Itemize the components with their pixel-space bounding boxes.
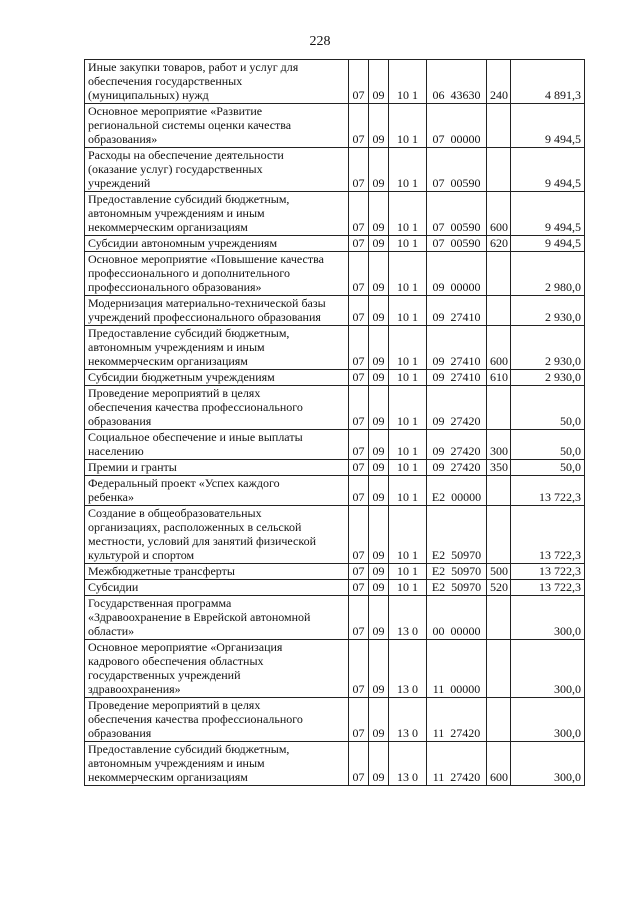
- section-code: 07: [349, 580, 369, 596]
- program-code-main: 10: [397, 580, 409, 594]
- section-code: 07: [349, 236, 369, 252]
- row-name: [85, 596, 349, 640]
- program-code: [389, 506, 427, 564]
- target-code-direction: 27410: [450, 354, 481, 368]
- row-name: [85, 252, 349, 296]
- section-code: 07: [349, 386, 369, 430]
- row-name-line: кадрового обеспечения областных: [88, 654, 264, 668]
- program-code-main: 13: [397, 682, 409, 696]
- program-code-main: 10: [397, 354, 409, 368]
- row-name-line: образования»: [88, 132, 158, 146]
- target-code-direction: 27420: [450, 414, 481, 428]
- target-code: [427, 476, 487, 506]
- target-code-event: 09: [432, 280, 445, 294]
- section-code: 07: [349, 460, 369, 476]
- subsection-code: 09: [369, 252, 389, 296]
- program-code-main: 13: [397, 624, 409, 638]
- program-code: [389, 60, 427, 104]
- row-name-line: организациях, расположенных в сельской: [88, 520, 302, 534]
- target-code-event: 09: [432, 354, 445, 368]
- program-code-sub: 0: [412, 770, 418, 784]
- program-code: [389, 296, 427, 326]
- row-name-line: ребенка»: [88, 490, 134, 504]
- expense-type-code: [487, 476, 511, 506]
- row-name-line: образования: [88, 726, 152, 740]
- section-code: 07: [349, 506, 369, 564]
- row-name-line: (оказание услуг) государственных: [88, 162, 263, 176]
- program-code-sub: 0: [412, 624, 418, 638]
- row-name-line: профессионального и дополнительного: [88, 266, 290, 280]
- expense-type-code: [487, 296, 511, 326]
- program-code-sub: 1: [412, 310, 418, 324]
- row-name-line: региональной системы оценки качества: [88, 118, 292, 132]
- row-name: [85, 60, 349, 104]
- target-code: [427, 252, 487, 296]
- row-name-line: Расходы на обеспечение деятельности: [88, 148, 284, 162]
- subsection-code: 09: [369, 476, 389, 506]
- amount: 300,0: [511, 742, 585, 786]
- target-code-direction: 00590: [450, 176, 481, 190]
- table-row: [85, 640, 585, 698]
- program-code-sub: 1: [412, 548, 418, 562]
- target-code-direction: 00000: [450, 280, 481, 294]
- program-code: [389, 476, 427, 506]
- row-name-line: профессионального образования»: [88, 280, 262, 294]
- target-code-direction: 00000: [450, 682, 481, 696]
- program-code-main: 10: [397, 236, 409, 250]
- section-code: 07: [349, 430, 369, 460]
- row-name-line: Проведение мероприятий в целях: [88, 386, 261, 400]
- amount: 13 722,3: [511, 506, 585, 564]
- row-name: [85, 460, 349, 476]
- program-code: [389, 640, 427, 698]
- table-row: [85, 104, 585, 148]
- table-row: [85, 596, 585, 640]
- target-code: [427, 148, 487, 192]
- program-code-sub: 1: [412, 564, 418, 578]
- program-code: [389, 326, 427, 370]
- target-code-direction: 27420: [450, 444, 481, 458]
- target-code-direction: 50970: [451, 564, 482, 578]
- expense-type-code: 610: [487, 370, 511, 386]
- target-code-event: 07: [432, 176, 445, 190]
- target-code-direction: 43630: [450, 88, 481, 102]
- row-name-line: культурой и спортом: [88, 548, 195, 562]
- row-name-line: (муниципальных) нужд: [88, 88, 209, 102]
- target-code-direction: 00590: [450, 220, 481, 234]
- target-code-direction: 50970: [451, 580, 482, 594]
- program-code: [389, 430, 427, 460]
- target-code-event: 06: [432, 88, 445, 102]
- subsection-code: 09: [369, 742, 389, 786]
- amount: 4 891,3: [511, 60, 585, 104]
- amount: 9 494,5: [511, 236, 585, 252]
- program-code: [389, 460, 427, 476]
- program-code-main: 10: [397, 414, 409, 428]
- row-name-line: автономным учреждениям и иным: [88, 340, 265, 354]
- row-name: [85, 192, 349, 236]
- subsection-code: 09: [369, 564, 389, 580]
- page-number: 228: [309, 34, 331, 49]
- target-code-direction: 00000: [450, 624, 481, 638]
- amount: 300,0: [511, 596, 585, 640]
- target-code-event: 07: [432, 236, 445, 250]
- subsection-code: 09: [369, 506, 389, 564]
- target-code: [427, 742, 487, 786]
- target-code: [427, 326, 487, 370]
- expense-type-code: 520: [487, 580, 511, 596]
- subsection-code: 09: [369, 192, 389, 236]
- program-code-main: 10: [397, 280, 409, 294]
- subsection-code: 09: [369, 698, 389, 742]
- row-name-line: учреждений профессионального образования: [88, 310, 321, 324]
- row-name: [85, 430, 349, 460]
- row-name: [85, 564, 349, 580]
- program-code: [389, 742, 427, 786]
- table-row: [85, 386, 585, 430]
- program-code-main: 10: [397, 132, 409, 146]
- program-code: [389, 104, 427, 148]
- section-code: 07: [349, 296, 369, 326]
- target-code-event: 07: [432, 220, 445, 234]
- program-code-main: 10: [397, 88, 409, 102]
- amount: 50,0: [511, 460, 585, 476]
- amount: 13 722,3: [511, 564, 585, 580]
- subsection-code: 09: [369, 296, 389, 326]
- program-code-main: 10: [397, 490, 409, 504]
- subsection-code: 09: [369, 460, 389, 476]
- budget-table: [84, 59, 585, 786]
- program-code-sub: 1: [412, 580, 418, 594]
- row-name-line: некоммерческим организациям: [88, 354, 248, 368]
- amount: 9 494,5: [511, 192, 585, 236]
- target-code: [427, 506, 487, 564]
- target-code: [427, 60, 487, 104]
- table-row: [85, 506, 585, 564]
- row-name-line: Предоставление субсидий бюджетным,: [88, 326, 290, 340]
- row-name: [85, 476, 349, 506]
- expense-type-code: [487, 386, 511, 430]
- target-code: [427, 296, 487, 326]
- target-code-event: 09: [432, 460, 445, 474]
- program-code: [389, 252, 427, 296]
- row-name: [85, 236, 349, 252]
- target-code-direction: 00000: [450, 132, 481, 146]
- target-code-direction: 50970: [451, 548, 482, 562]
- table-body: [85, 60, 585, 786]
- program-code-main: 10: [397, 460, 409, 474]
- program-code-sub: 1: [412, 280, 418, 294]
- row-name: [85, 326, 349, 370]
- target-code-event: E2: [431, 548, 446, 562]
- row-name-line: местности, условий для занятий физической: [88, 534, 317, 548]
- target-code-event: 11: [432, 682, 445, 696]
- amount: 13 722,3: [511, 580, 585, 596]
- table-row: [85, 326, 585, 370]
- row-name-line: Предоставление субсидий бюджетным,: [88, 192, 290, 206]
- row-name-line: некоммерческим организациям: [88, 220, 248, 234]
- target-code: [427, 596, 487, 640]
- subsection-code: 09: [369, 326, 389, 370]
- row-name: [85, 148, 349, 192]
- table-row: [85, 564, 585, 580]
- row-name-line: здравоохранения»: [88, 682, 181, 696]
- row-name-line: автономным учреждениям и иным: [88, 206, 265, 220]
- section-code: 07: [349, 252, 369, 296]
- table-row: [85, 192, 585, 236]
- expense-type-code: [487, 506, 511, 564]
- section-code: 07: [349, 148, 369, 192]
- program-code-sub: 1: [412, 414, 418, 428]
- target-code: [427, 640, 487, 698]
- row-name-line: Основное мероприятие «Развитие: [88, 104, 263, 118]
- table-row: [85, 370, 585, 386]
- target-code-event: E2: [431, 580, 446, 594]
- program-code: [389, 698, 427, 742]
- row-name-line: Основное мероприятие «Повышение качества: [88, 252, 324, 266]
- row-name-line: Премии и гранты: [88, 460, 177, 474]
- row-name-line: учреждений: [88, 176, 151, 190]
- subsection-code: 09: [369, 640, 389, 698]
- target-code-direction: 27410: [450, 310, 481, 324]
- amount: 2 930,0: [511, 326, 585, 370]
- target-code: [427, 430, 487, 460]
- amount: 2 930,0: [511, 370, 585, 386]
- program-code: [389, 580, 427, 596]
- amount: 2 930,0: [511, 296, 585, 326]
- program-code-main: 13: [397, 726, 409, 740]
- row-name: [85, 506, 349, 564]
- amount: 50,0: [511, 430, 585, 460]
- subsection-code: 09: [369, 236, 389, 252]
- row-name-line: Государственная программа: [88, 596, 232, 610]
- subsection-code: 09: [369, 430, 389, 460]
- expense-type-code: [487, 252, 511, 296]
- amount: 9 494,5: [511, 148, 585, 192]
- row-name: [85, 296, 349, 326]
- table-row: [85, 236, 585, 252]
- target-code-direction: 27420: [450, 460, 481, 474]
- target-code-event: 00: [432, 624, 445, 638]
- program-code-main: 10: [397, 548, 409, 562]
- row-name-line: Проведение мероприятий в целях: [88, 698, 261, 712]
- program-code-sub: 1: [412, 220, 418, 234]
- row-name: [85, 640, 349, 698]
- section-code: 07: [349, 104, 369, 148]
- expense-type-code: [487, 148, 511, 192]
- expense-type-code: 600: [487, 192, 511, 236]
- expense-type-code: 620: [487, 236, 511, 252]
- amount: 300,0: [511, 698, 585, 742]
- row-name-line: Субсидии бюджетным учреждениям: [88, 370, 275, 384]
- expense-type-code: 500: [487, 564, 511, 580]
- row-name: [85, 580, 349, 596]
- target-code: [427, 580, 487, 596]
- target-code: [427, 698, 487, 742]
- program-code-main: 10: [397, 310, 409, 324]
- program-code-sub: 1: [412, 444, 418, 458]
- amount: 2 980,0: [511, 252, 585, 296]
- amount: 300,0: [511, 640, 585, 698]
- subsection-code: 09: [369, 104, 389, 148]
- section-code: 07: [349, 370, 369, 386]
- program-code-sub: 1: [412, 176, 418, 190]
- program-code: [389, 236, 427, 252]
- expense-type-code: [487, 104, 511, 148]
- target-code: [427, 104, 487, 148]
- target-code-event: E2: [431, 490, 446, 504]
- subsection-code: 09: [369, 148, 389, 192]
- row-name-line: Основное мероприятие «Организация: [88, 640, 283, 654]
- target-code-event: E2: [431, 564, 446, 578]
- expense-type-code: 240: [487, 60, 511, 104]
- target-code-event: 09: [432, 444, 445, 458]
- section-code: 07: [349, 596, 369, 640]
- row-name-line: автономным учреждениям и иным: [88, 756, 265, 770]
- row-name-line: «Здравоохранение в Еврейской автономной: [88, 610, 311, 624]
- table-row: [85, 148, 585, 192]
- program-code-main: 10: [397, 564, 409, 578]
- section-code: 07: [349, 564, 369, 580]
- table-row: [85, 476, 585, 506]
- target-code-direction: 00000: [451, 490, 482, 504]
- target-code: [427, 460, 487, 476]
- row-name-line: Субсидии автономным учреждениям: [88, 236, 278, 250]
- row-name-line: населению: [88, 444, 144, 458]
- program-code-main: 10: [397, 220, 409, 234]
- program-code-sub: 0: [412, 726, 418, 740]
- target-code-event: 11: [432, 770, 445, 784]
- subsection-code: 09: [369, 386, 389, 430]
- target-code-direction: 27420: [450, 770, 481, 784]
- target-code-event: 09: [432, 414, 445, 428]
- amount: 9 494,5: [511, 104, 585, 148]
- program-code: [389, 148, 427, 192]
- program-code-sub: 1: [412, 132, 418, 146]
- row-name-line: Модернизация материально-технической базы: [88, 296, 326, 310]
- section-code: 07: [349, 326, 369, 370]
- target-code-direction: 27420: [450, 726, 481, 740]
- subsection-code: 09: [369, 596, 389, 640]
- row-name-line: Предоставление субсидий бюджетным,: [88, 742, 290, 756]
- program-code-sub: 1: [412, 490, 418, 504]
- program-code: [389, 596, 427, 640]
- table-row: [85, 698, 585, 742]
- row-name-line: государственных учреждений: [88, 668, 241, 682]
- section-code: 07: [349, 742, 369, 786]
- program-code: [389, 370, 427, 386]
- section-code: 07: [349, 698, 369, 742]
- program-code-main: 13: [397, 770, 409, 784]
- row-name-line: некоммерческим организациям: [88, 770, 248, 784]
- table-row: [85, 430, 585, 460]
- program-code-sub: 1: [412, 370, 418, 384]
- row-name: [85, 370, 349, 386]
- row-name-line: образования: [88, 414, 152, 428]
- subsection-code: 09: [369, 580, 389, 596]
- table-row: [85, 252, 585, 296]
- row-name: [85, 386, 349, 430]
- row-name-line: обеспечения качества профессионального: [88, 400, 303, 414]
- table-row: [85, 296, 585, 326]
- section-code: 07: [349, 60, 369, 104]
- expense-type-code: 350: [487, 460, 511, 476]
- subsection-code: 09: [369, 60, 389, 104]
- target-code: [427, 386, 487, 430]
- row-name-line: обеспечения качества профессионального: [88, 712, 303, 726]
- target-code-event: 09: [432, 370, 445, 384]
- row-name-line: Иные закупки товаров, работ и услуг для: [88, 60, 299, 74]
- program-code-main: 10: [397, 370, 409, 384]
- expense-type-code: 600: [487, 326, 511, 370]
- row-name-line: Социальное обеспечение и иные выплаты: [88, 430, 303, 444]
- program-code: [389, 564, 427, 580]
- table-row: [85, 580, 585, 596]
- target-code-event: 07: [432, 132, 445, 146]
- row-name-line: Федеральный проект «Успех каждого: [88, 476, 280, 490]
- target-code-event: 09: [432, 310, 445, 324]
- row-name-line: области»: [88, 624, 135, 638]
- expense-type-code: [487, 596, 511, 640]
- program-code-sub: 1: [412, 88, 418, 102]
- expense-type-code: [487, 640, 511, 698]
- program-code-main: 10: [397, 176, 409, 190]
- expense-type-code: [487, 698, 511, 742]
- table-row: [85, 742, 585, 786]
- row-name: [85, 742, 349, 786]
- section-code: 07: [349, 192, 369, 236]
- program-code-sub: 1: [412, 354, 418, 368]
- section-code: 07: [349, 640, 369, 698]
- target-code: [427, 564, 487, 580]
- expense-type-code: 600: [487, 742, 511, 786]
- program-code-sub: 1: [412, 460, 418, 474]
- target-code-direction: 00590: [450, 236, 481, 250]
- target-code-event: 11: [432, 726, 445, 740]
- row-name-line: Субсидии: [88, 580, 139, 594]
- section-code: 07: [349, 476, 369, 506]
- program-code: [389, 386, 427, 430]
- program-code-sub: 1: [412, 236, 418, 250]
- target-code: [427, 236, 487, 252]
- row-name-line: Межбюджетные трансферты: [88, 564, 235, 578]
- row-name-line: обеспечения государственных: [88, 74, 243, 88]
- table-row: [85, 460, 585, 476]
- target-code: [427, 192, 487, 236]
- table-row: [85, 60, 585, 104]
- expense-type-code: 300: [487, 430, 511, 460]
- row-name-line: Создание в общеобразовательных: [88, 506, 262, 520]
- row-name: [85, 698, 349, 742]
- row-name: [85, 104, 349, 148]
- target-code-direction: 27410: [450, 370, 481, 384]
- subsection-code: 09: [369, 370, 389, 386]
- amount: 13 722,3: [511, 476, 585, 506]
- program-code-sub: 0: [412, 682, 418, 696]
- target-code: [427, 370, 487, 386]
- program-code-main: 10: [397, 444, 409, 458]
- program-code: [389, 192, 427, 236]
- amount: 50,0: [511, 386, 585, 430]
